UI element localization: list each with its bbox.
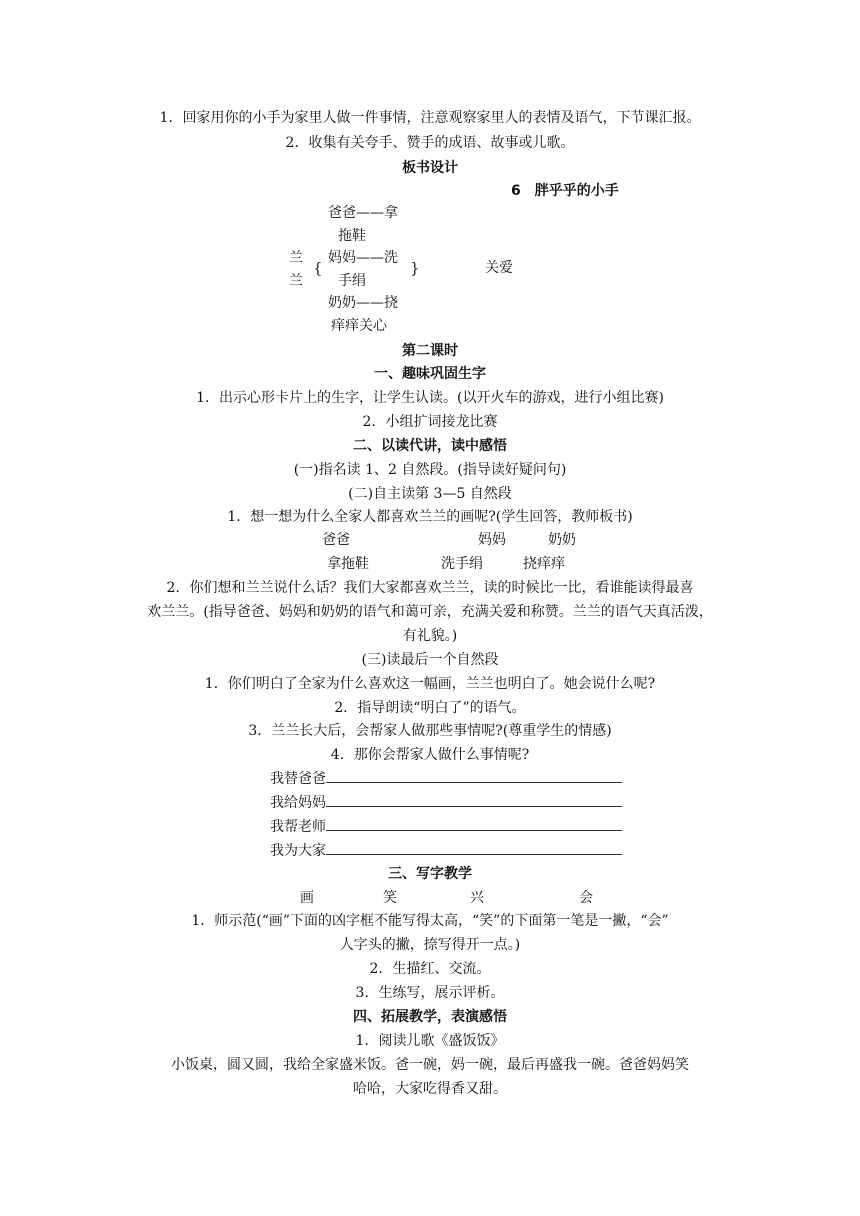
poem-line2: 哈哈，大家吃得香又甜。 [353,1081,507,1097]
board-dad-line: 爸爸——拿 [328,205,398,221]
fill-label: 我为大家 [270,843,326,859]
board-name-top: 兰 [289,250,303,266]
fill-line-teacher [270,816,622,836]
practice-char-2: 笑 [383,890,397,906]
section1-line1: 1．出示心形卡片上的生字，让学生认读。(以开火车的游戏，进行小组比赛) [196,390,664,406]
fill-line-everyone [270,840,622,860]
section2-heading: 二、以读代讲，读中感悟 [353,438,507,454]
section4-heading: 四、拓展教学，表演感悟 [353,1009,507,1025]
family-dad: 爸爸 [322,532,350,548]
homework-item-1: 1．回家用你的小手为家里人做一件事情，注意观察家里人的表情及语气，下节课汇报。 [159,110,701,126]
board-mom-line: 妈妈——洗 [328,250,398,266]
fill-label: 我给妈妈 [270,795,326,811]
section2-reading2: 2．指导朗读“明白了”的语气。 [334,700,526,716]
lesson2-heading: 第二课时 [402,343,458,359]
section1-heading: 一、趣味巩固生字 [374,366,486,382]
board-name-bottom: 兰 [289,273,303,289]
section3-line1a: 1．师示范(“画”下面的凶字框不能写得太高，“笑”的下面第一笔是一撇，“会” [191,913,669,929]
practice-char-1: 画 [300,890,314,906]
family-dad-action: 拿拖鞋 [327,556,369,572]
section1-line2: 2．小组扩词接龙比赛 [362,414,498,430]
section2-question2-line3: 有礼貌。) [402,628,458,644]
board-love-label: 关爱 [485,260,513,276]
family-grandma-action: 挠痒痒 [523,556,565,572]
poem-line1: 小饭桌，圆又圆，我给全家盛米饭。爸一碗，妈一碗，最后再盛我一碗。爸爸妈妈笑 [171,1057,689,1073]
board-grandma-action: 痒痒关心 [331,318,387,334]
family-mom-action: 洗手绢 [441,556,483,572]
section3-line3: 3．生练写，展示评析。 [355,985,505,1001]
board-right-brace: } [410,259,420,277]
blank-line [326,816,622,831]
section4-line1: 1．阅读儿歌《盛饭饭》 [355,1033,505,1049]
section3-heading: 三、写字教学 [388,866,472,882]
board-grandma-line: 奶奶——挠 [328,295,398,311]
section3-line1b: 人字头的撇，捺写得开一点。) [339,937,521,953]
section2-question2-line2: 欢兰兰。(指导爸爸、妈妈和奶奶的语气和蔼可亲，充满关爱和称赞。兰兰的语气天真活泼， [147,604,713,620]
board-dad-action: 拖鞋 [338,228,366,244]
board-lesson-title: 6 胖乎乎的小手 [511,183,619,199]
homework-item-2: 2．收集有关夸手、赞手的成语、故事或儿歌。 [285,135,575,151]
section2-part1: (一)指名读 1、2 自然段。(指导读好疑问句) [293,462,567,478]
blank-line [326,792,622,807]
board-left-brace: { [313,259,323,277]
section2-reading1: 1．你们明白了全家为什么喜欢这一幅画，兰兰也明白了。她会说什么呢? [204,676,656,692]
section2-reading4: 4．那你会帮家人做什么事情呢? [330,747,530,763]
blank-line [326,768,622,783]
fill-label: 我替爸爸 [270,771,326,787]
board-mom-action: 手绢 [338,273,366,289]
section2-question1: 1．想一想为什么全家人都喜欢兰兰的画呢?(学生回答，教师板书) [227,509,633,525]
section2-part3: (三)读最后一个自然段 [361,652,499,668]
section2-question2-line1: 2．你们想和兰兰说什么话？我们大家都喜欢兰兰，读的时候比一比，看谁能读得最喜 [166,580,694,596]
board-design-heading: 板书设计 [402,160,458,176]
practice-char-3: 兴 [470,890,484,906]
family-grandma: 奶奶 [548,532,576,548]
fill-label: 我帮老师 [270,819,326,835]
fill-line-mom [270,792,622,812]
family-mom: 妈妈 [478,532,506,548]
section3-line2: 2．生描红、交流。 [369,961,491,977]
blank-line [326,840,622,855]
practice-char-4: 会 [579,890,593,906]
fill-line-dad [270,768,622,788]
section2-reading3: 3．兰兰长大后，会帮家人做那些事情呢?(尊重学生的情感) [248,723,612,739]
section2-part2: (二)自主读第 3—5 自然段 [348,486,512,502]
